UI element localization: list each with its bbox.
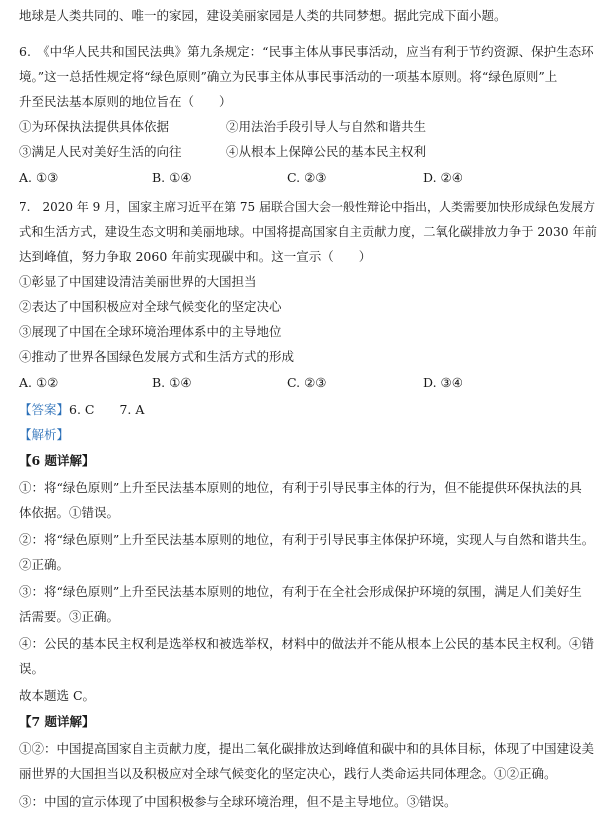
- q7-statement-2: ②表达了中国积极应对全球气候变化的坚定决心: [19, 299, 282, 314]
- q7-line-2: 式和生活方式，建设生态文明和美丽地球。中国将提高国家自主贡献力度，二氧化碳排放力争于 2030 年前: [19, 225, 597, 239]
- q7-choice-a: A. ①②: [19, 375, 59, 390]
- answer-label: 【答案】: [19, 402, 70, 417]
- q7-detail-1a: ①②：中国提高国家自主贡献力度，提出二氧化碳排放达到峰值和碳中和的具体目标，体现了中国建设美: [19, 741, 595, 756]
- q6-detail-title: 【6 题详解】: [19, 453, 95, 468]
- q7-choice-c: C. ②③: [287, 375, 327, 390]
- q7-line-1: 7. 2020 年 9 月，国家主席习近平在第 75 届联合国大会一般性辩论中指出，人类需要加快形成绿色发展方: [19, 200, 595, 214]
- q6-choice-a: A. ①③: [19, 170, 59, 185]
- q6-detail-2a: ②：将“绿色原则”上升至民法基本原则的地位，有利于引导民事主体保护环境，实现人与自然和谐共生。: [19, 532, 595, 547]
- q6-statement-4: ④从根本上保障公民的基本民主权利: [226, 144, 427, 159]
- q6-choice-c: C. ②③: [287, 170, 327, 185]
- q6-conclusion: 故本题选 C。: [19, 688, 96, 703]
- q6-statement-2: ②用法治手段引导人与自然和谐共生: [226, 119, 427, 134]
- answer-value: 6. C 7. A: [69, 402, 145, 417]
- q7-detail-1b: 丽世界的大国担当以及积极应对全球气候变化的坚定决心，践行人类命运共同体理念。①②正确。: [19, 766, 557, 781]
- q6-detail-1b: 体依据。①错误。: [19, 505, 120, 520]
- q7-statement-3: ③展现了中国在全球环境治理体系中的主导地位: [19, 324, 282, 339]
- q7-line-3: 达到峰值，努力争取 2060 年前实现碳中和。这一宣示（ ）: [19, 249, 372, 264]
- analysis-label: 【解析】: [19, 427, 70, 442]
- answer-row: [19, 402, 144, 418]
- intro-text: 地球是人类共同的、唯一的家园，建设美丽家园是人类的共同梦想。据此完成下面小题。: [19, 8, 507, 23]
- q6-choice-b: B. ①④: [152, 170, 192, 185]
- q7-statement-1: ①彰显了中国建设清洁美丽世界的大国担当: [19, 274, 257, 289]
- q6-detail-3b: 活需要。③正确。: [19, 609, 120, 624]
- q7-detail-2a: ③：中国的宣示体现了中国积极参与全球环境治理，但不是主导地位。③错误。: [19, 794, 457, 809]
- q6-line-1: 6. 《中华人民共和国民法典》第九条规定：“民事主体从事民事活动，应当有利于节约资源、保护生态环: [19, 44, 594, 59]
- q6-detail-2b: ②正确。: [19, 557, 70, 572]
- q6-detail-1a: ①：将“绿色原则”上升至民法基本原则的地位，有利于引导民事主体的行为，但不能提供环保执法的具: [19, 480, 582, 495]
- q7-choice-d: D. ③④: [423, 375, 463, 390]
- q6-detail-3a: ③：将“绿色原则”上升至民法基本原则的地位，有利于在全社会形成保护环境的氛围，满足人们美好生: [19, 584, 582, 599]
- q6-detail-4b: 误。: [19, 661, 45, 676]
- q7-choice-b: B. ①④: [152, 375, 192, 390]
- q6-statement-1: ①为环保执法提供具体依据: [19, 119, 170, 134]
- q6-statement-3: ③满足人民对美好生活的向往: [19, 144, 182, 159]
- q7-detail-title: 【7 题详解】: [19, 714, 95, 729]
- q6-choice-d: D. ②④: [423, 170, 463, 185]
- q6-line-2: 境。”这一总括性规定将“绿色原则”确立为民事主体从事民事活动的一项基本原则。将“绿色原则”上: [19, 69, 558, 84]
- q6-detail-4a: ④：公民的基本民主权利是选举权和被选举权，材料中的做法并不能从根本上公民的基本民主权利。④错: [19, 636, 595, 651]
- q7-statement-4: ④推动了世界各国绿色发展方式和生活方式的形成: [19, 349, 295, 364]
- q6-line-3: 升至民法基本原则的地位旨在（ ）: [19, 94, 232, 109]
